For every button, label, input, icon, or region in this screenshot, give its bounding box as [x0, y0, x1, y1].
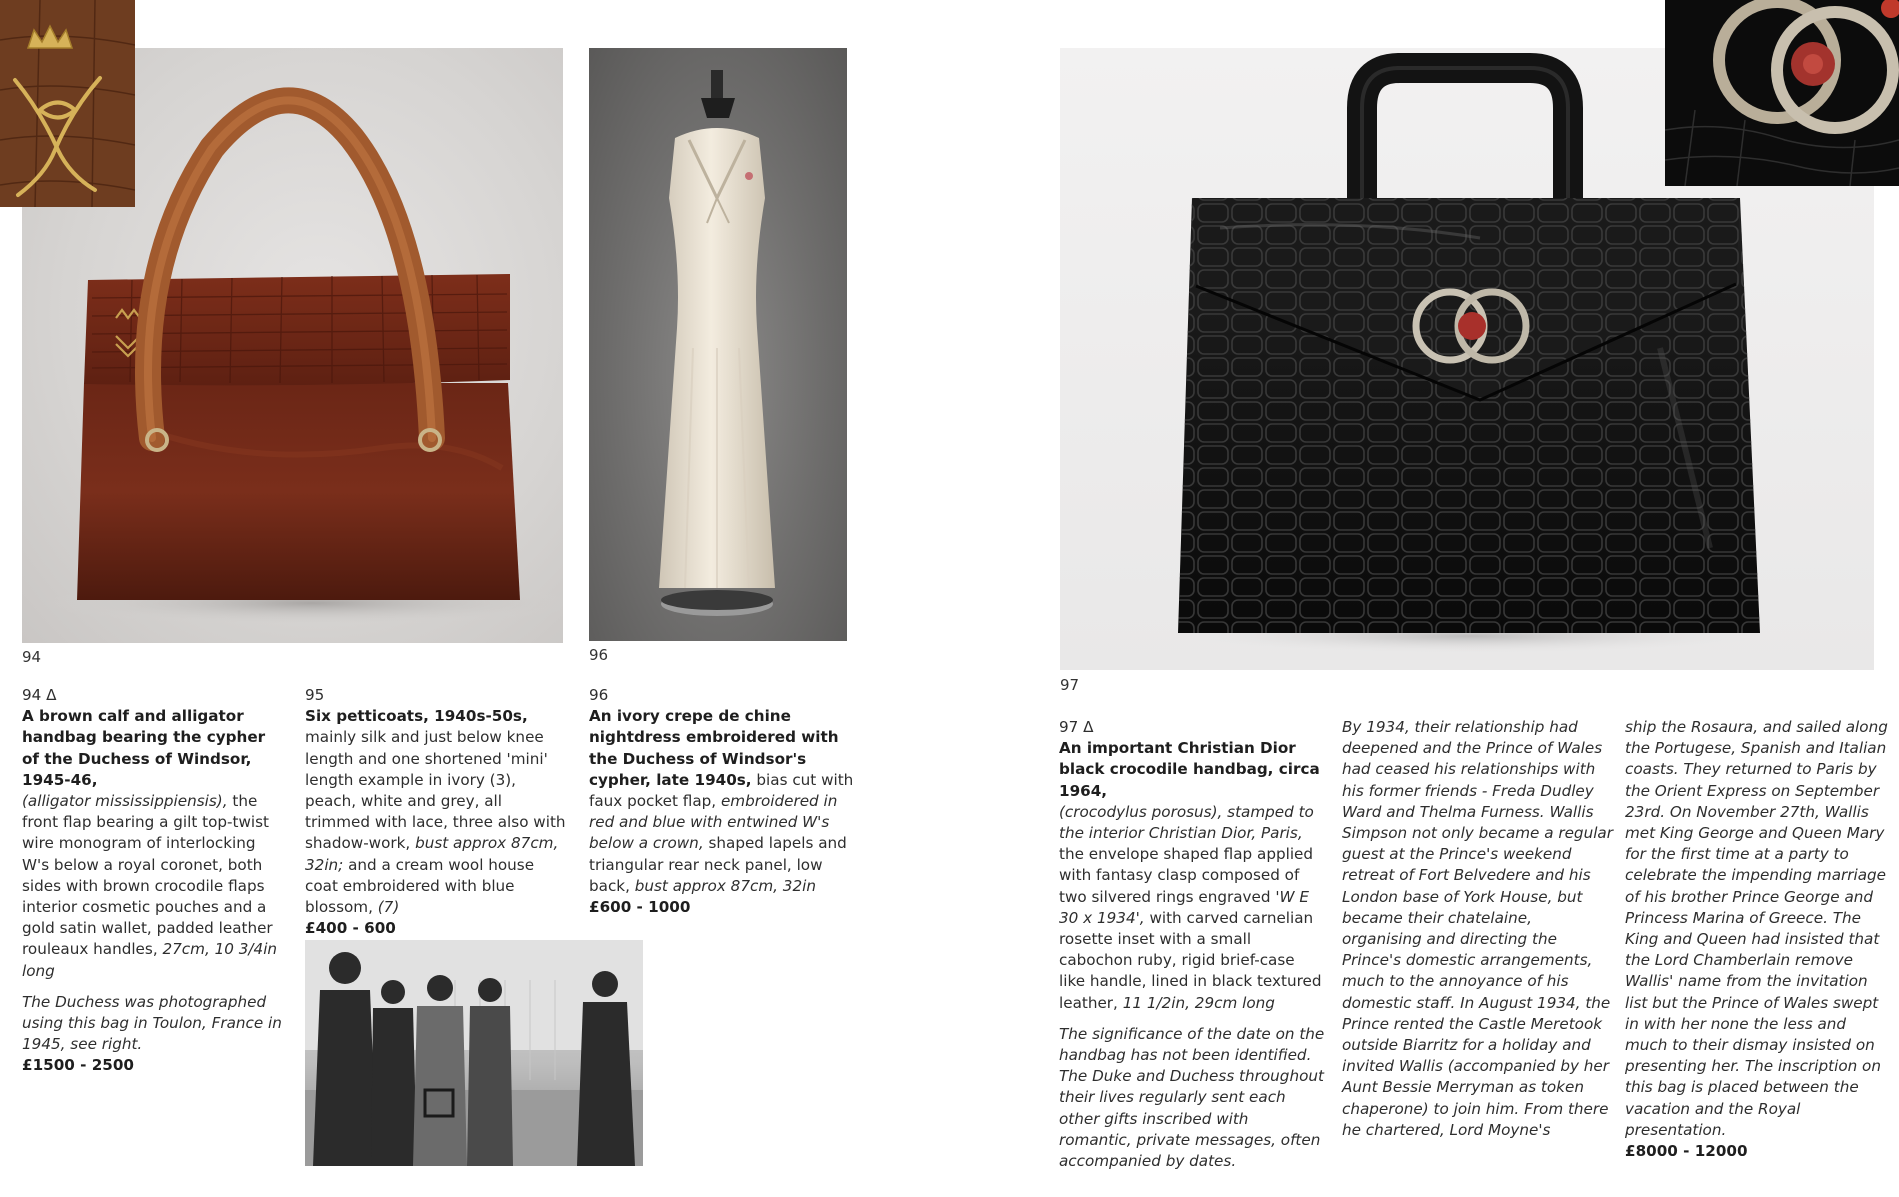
lot-96-photo — [589, 48, 847, 641]
lot-body-continued: with carved carnelian rosette inset with a small cabochon ruby, rigid brief-case like handle, lined in black textured leather, — [1059, 908, 1322, 1012]
engraving-text: 'W E 30 x 1934', — [1059, 887, 1309, 927]
monogram-detail-photo — [0, 0, 135, 207]
lot-title: An important Christian Dior black crocodile handbag, circa 1964, — [1059, 739, 1320, 800]
latin-name: (alligator mississippiensis), — [22, 792, 228, 811]
lot-number: 96 — [589, 686, 609, 704]
lot-94-description — [22, 685, 284, 1077]
lot-body-continued: and a cream wool house coat embroidered with blue blossom, — [305, 855, 535, 917]
lot-number: 94 Δ — [22, 686, 57, 704]
figure-number-96: 96 — [589, 646, 609, 664]
monogram-detail-image — [0, 0, 135, 207]
clasp-detail-image — [1665, 0, 1899, 186]
history-text-part-2: ship the Rosaura, and sailed along the Portugese, Spanish and Italian coasts. They returned to Paris by the Orient Express on September 23rd. On November 27th, Wallis met King George and Queen Mary for the first time at a party to celebrate the impending marriage of his brother Prince George and Princess Marina of Greece. The King and Queen had insisted that the Lord Chamberlain remove Wallis' name from the invitation list but the Prince of Wales swept in with her none the less and much to their dismay insisted on presenting her. The inscription on this bag is placed between the vacation and the Royal presentation. — [1625, 718, 1888, 1139]
lot-number: 95 — [305, 686, 325, 704]
lot-title: Six petticoats, 1940s-50s, — [305, 707, 528, 726]
price-estimate: £8000 - 12000 — [1625, 1142, 1748, 1161]
latin-name: (crocodylus porosus), stamped to the interior Christian Dior, Paris, — [1059, 802, 1314, 843]
history-text-part-1: By 1934, their relationship had deepened and the Prince of Wales had ceased his relationships with his former friends - Freda Dudley Ward and Thelma Furness. Wallis Simpson not only became a regular guest at the Prince's weekend retreat of Fort Belvedere and his London base of York House, but became their chatelaine, organising and directing the Prince's domestic arrangements, much to the annoyance of his domestic staff. In August 1934, the Prince rented the Castle Meretook outside Biarritz for a holiday and invited Wallis (accompanied by her Aunt Bessie Merryman as token chaperone) to join him. From there he chartered, Lord Moyne's — [1342, 718, 1613, 1139]
history-column-2 — [1342, 717, 1614, 1141]
history-column-3 — [1625, 717, 1893, 1162]
embroidery-detail: embroidered in red and blue with entwined W's below a crown, — [589, 792, 838, 853]
price-estimate: £600 - 1000 — [589, 898, 691, 917]
lot-dimensions: bust approx 87cm, 32in — [634, 876, 816, 895]
price-estimate: £1500 - 2500 — [22, 1056, 134, 1075]
ivory-nightdress-image — [589, 48, 847, 641]
lot-number: 97 Δ — [1059, 718, 1094, 736]
historical-photograph — [305, 940, 643, 1166]
duchess-group-photo-image — [305, 940, 643, 1166]
lot-body: mainly silk and just below knee length and one shortened 'mini' length example in ivory (3), peach, white and grey, all trimmed with lace, three also with shadow-work, — [305, 728, 566, 853]
price-estimate: £400 - 600 — [305, 919, 396, 938]
lot-95-description — [305, 685, 567, 939]
figure-number-94: 94 — [22, 648, 42, 666]
significance-note: The significance of the date on the handbag has not been identified. The Duke and Duchess throughout their lives regularly sent each other gifts inscribed with romantic, private messages, often accompanied by dates. — [1059, 1024, 1325, 1171]
lot-title: An ivory crepe de chine nightdress embroidered with the Duchess of Windsor's cypher, late 1940s, — [589, 707, 839, 789]
lot-body: bias cut with faux pocket flap, — [589, 770, 854, 811]
provenance-note: The Duchess was photographed using this bag in Toulon, France in 1945, see right. — [22, 992, 282, 1054]
lot-body: the front flap bearing a gilt top-twist wire monogram of interlocking W's below a royal coronet, both sides with brown crocodile flaps interior cosmetic pouches and a gold satin wallet, padded leather rouleaux handles, — [22, 792, 273, 959]
lot-title: A brown calf and alligator handbag bearing the cypher of the Duchess of Windsor, 1945-46, — [22, 707, 266, 789]
figure-number-97: 97 — [1060, 676, 1080, 694]
lot-body-continued: shaped lapels and triangular rear neck panel, low back, — [589, 834, 847, 895]
lot-dimensions: bust approx 87cm, 32in; — [305, 834, 559, 874]
lot-dimensions: 27cm, 10 3/4in long — [22, 940, 278, 980]
lot-96-description — [589, 685, 855, 918]
lot-body: the envelope shaped flap applied with fantasy clasp composed of two silvered rings engraved — [1059, 845, 1314, 906]
lot-dimensions: 11 1/2in, 29cm long — [1122, 993, 1275, 1012]
lot-quantity: (7) — [377, 898, 400, 917]
clasp-detail-photo — [1665, 0, 1899, 186]
lot-97-description — [1059, 717, 1325, 1172]
